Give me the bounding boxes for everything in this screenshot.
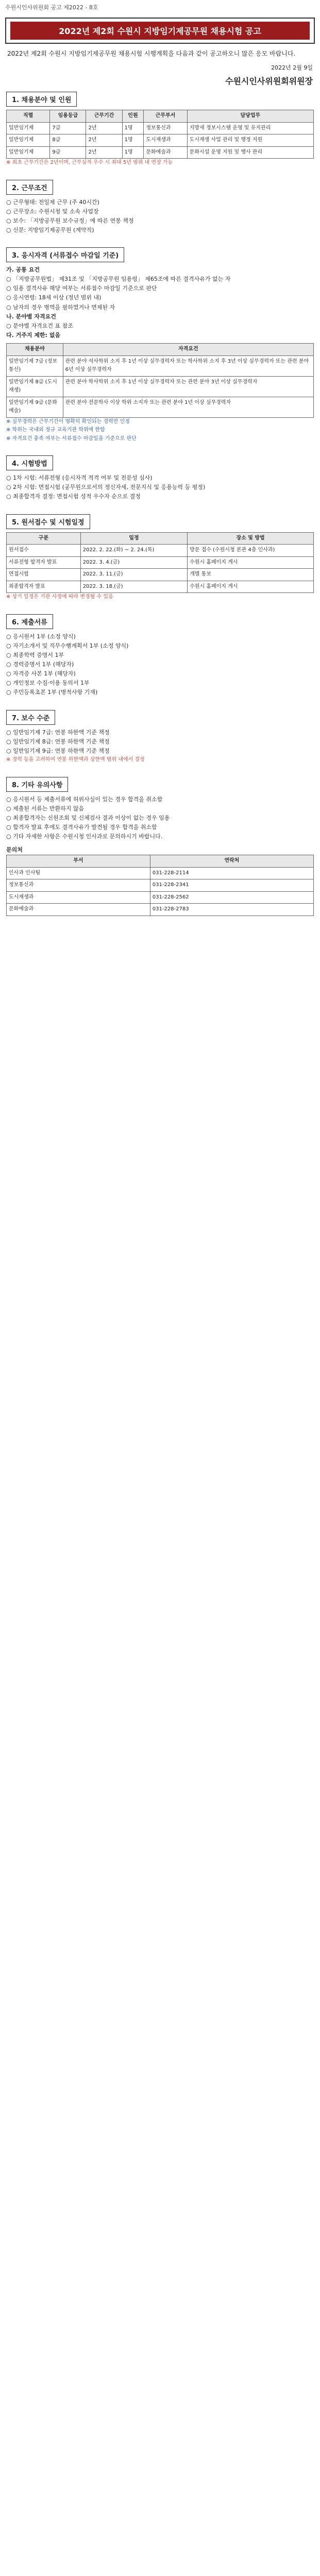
- table-cell: 인사과 인사팀: [7, 867, 150, 879]
- table-cell: 일반임기제 9급 (문화예술): [7, 397, 63, 417]
- section-recruitment: [6, 92, 314, 167]
- list-item: ※ 실무경력은 근무기간이 명확히 확인되는 경력만 인정: [6, 418, 130, 425]
- table-row: [7, 376, 314, 397]
- list-item: ○ 응시연령: 18세 이상 (정년 범위 내): [6, 294, 102, 301]
- table-cell: 방문 접수 (수원시청 본관 4층 인사과): [188, 545, 314, 557]
- table-header: 담당업무: [187, 110, 313, 123]
- list-item: ※ 자격요건 충족 여부는 서류접수 마감일을 기준으로 판단: [6, 435, 137, 442]
- table-header: 근무기간: [86, 110, 122, 123]
- list-item: ○ 자기소개서 및 직무수행계획서 1부 (소정 양식): [6, 642, 129, 649]
- list-item: ○ 일반임기제 9급: 연봉 하한액 기준 책정: [6, 747, 110, 754]
- table-header: 인원: [122, 110, 144, 123]
- table-cell: 정보통신과: [7, 879, 150, 892]
- recruitment-table: [6, 110, 314, 159]
- table-cell: 2년: [86, 122, 122, 134]
- table-header: 연락처: [150, 855, 313, 868]
- table-row: [7, 134, 314, 147]
- table-header: 채용분야: [7, 344, 63, 356]
- section-heading: 1. 채용분야 및 인원: [6, 92, 77, 107]
- list-item: ○ 개인정보 수집·이용 동의서 1부: [6, 680, 90, 687]
- list-item: ○ 응시원서 등 제출서류에 허위사실이 있는 경우 합격을 취소함: [6, 795, 163, 803]
- qualification-table: [6, 343, 314, 418]
- list-item: ※ 경력 등을 고려하여 연봉 하한액과 상한액 범위 내에서 결정: [6, 757, 145, 763]
- table-cell: 2022. 3. 18.(금): [80, 581, 187, 593]
- table-cell: 031-228-2114: [150, 867, 313, 879]
- table-cell: 031-228-2562: [150, 891, 313, 904]
- table-cell: 정보통신과: [144, 122, 187, 134]
- list-item: ○ 일반임기제 8급: 연봉 하한액 기준 책정: [6, 738, 110, 745]
- list-item: ○ 최종합격자는 신원조회 및 신체검사 결과 이상이 없는 경우 임용: [6, 814, 170, 821]
- table-cell: 2022. 2. 22.(화) ~ 2. 24.(목): [80, 545, 187, 557]
- page-title: 2022년 제2회 수원시 지방임기제공무원 채용시험 공고: [10, 22, 310, 40]
- list-item: ○ 분야별 자격요건 표 참조: [6, 322, 73, 329]
- table-cell: 일반임기제 7급 (정보통신): [7, 355, 63, 376]
- list-item: ○ 기타 자세한 사항은 수원시청 인사과로 문의하시기 바랍니다.: [6, 833, 163, 840]
- table-cell: 문화예술과: [144, 146, 187, 159]
- list-item: ○ 「지방공무원법」 제31조 및 「지방공무원 임용령」 제65조에 따른 결격사유가 없는 자: [6, 276, 231, 283]
- list-item: ○ 임용 결격사유 해당 여부는 서류접수 마감일 기준으로 판단: [6, 285, 157, 292]
- section-qualifications: [6, 247, 314, 443]
- table-note: ※ 최초 근무기간은 2년이며, 근무실적 우수 시 최대 5년 범위 내 연장 가능: [6, 160, 173, 165]
- schedule-table: [6, 532, 314, 594]
- table-row: [7, 867, 314, 879]
- list-item: ○ 자격증 사본 1부 (해당자): [6, 670, 76, 677]
- list-item: 가. 공통 요건: [6, 266, 40, 274]
- table-row: [7, 891, 314, 904]
- intro-paragraph: 2022년 제2회 수원시 지방임기제공무원 채용시험 시행계획을 다음과 같이 공고하오니 많은 응모 바랍니다.: [7, 50, 296, 57]
- table-cell: 서류전형 합격자 발표: [7, 556, 81, 569]
- table-cell: 2년: [86, 146, 122, 159]
- announcement-date: 2022년 2월 9일: [271, 64, 313, 71]
- section-heading: 2. 근무조건: [6, 180, 53, 195]
- list-item: ○ 합격자 발표 후에도 결격사유가 발견될 경우 합격을 취소함: [6, 823, 157, 831]
- table-cell: 1명: [122, 122, 144, 134]
- section-schedule: [6, 514, 314, 602]
- section-conditions: [6, 180, 314, 235]
- table-header: 일정: [80, 532, 187, 545]
- table-cell: 지방세 정보시스템 운영 및 유지관리: [187, 122, 313, 134]
- table-cell: 개별 통보: [188, 569, 314, 581]
- table-cell: 일반임기제 8급 (도시재생): [7, 376, 63, 397]
- table-cell: 수원시 홈페이지 게시: [188, 581, 314, 593]
- table-cell: 도시재생과: [7, 891, 150, 904]
- table-row: [7, 879, 314, 892]
- list-item: ○ 제출된 서류는 반환하지 않음: [6, 805, 85, 812]
- section-notes: [6, 777, 314, 916]
- list-item: ○ 2차 시험: 면접시험 (공무원으로서의 정신자세, 전문지식 및 응용능력 등 평정): [6, 484, 206, 491]
- section-documents: [6, 614, 314, 698]
- issuer-name: 수원시인사위원회위원장: [225, 76, 313, 86]
- table-row: [7, 904, 314, 916]
- table-cell: 1명: [122, 146, 144, 159]
- list-item: ○ 경력증명서 1부 (해당자): [6, 661, 74, 668]
- list-item: ○ 주민등록초본 1부 (병적사항 기재): [6, 689, 98, 696]
- list-item: ○ 일반임기제 7급: 연봉 하한액 기준 책정: [6, 728, 110, 736]
- list-item: ○ 근무장소: 수원시청 및 소속 사업장: [6, 208, 99, 215]
- table-cell: 면접시험: [7, 569, 81, 581]
- table-cell: 일반임기제: [7, 122, 50, 134]
- table-cell: 원서접수: [7, 545, 81, 557]
- list-item: ○ 보수: 「지방공무원 보수규정」에 따른 연봉 책정: [6, 217, 134, 224]
- contact-table: [6, 855, 314, 916]
- table-row: [7, 397, 314, 417]
- table-cell: 도시재생과: [144, 134, 187, 147]
- table-row: [7, 569, 314, 581]
- table-cell: 7급: [50, 122, 86, 134]
- table-row: [7, 122, 314, 134]
- list-item: ○ 최종합격자 결정: 면접시험 성적 우수자 순으로 결정: [6, 493, 141, 500]
- table-row: [7, 146, 314, 159]
- table-header: 직렬: [7, 110, 50, 123]
- section-heading: 3. 응시자격 (서류접수 마감일 기준): [6, 247, 124, 262]
- table-cell: 최종합격자 발표: [7, 581, 81, 593]
- list-item: ○ 응시원서 1부 (소정 양식): [6, 633, 76, 640]
- table-cell: 문화시설 운영 지원 및 행사 관리: [187, 146, 313, 159]
- list-item: 나. 분야별 자격요건: [6, 313, 56, 320]
- table-cell: 수원시 홈페이지 게시: [188, 556, 314, 569]
- section-salary: [6, 710, 314, 765]
- table-cell: 문화예술과: [7, 904, 150, 916]
- list-item: ※ 학위는 국내외 정규 교육기관 학위에 한함: [6, 427, 105, 433]
- table-cell: 031-228-2341: [150, 879, 313, 892]
- section-heading: 4. 시험방법: [6, 455, 53, 470]
- contact-title: 문의처: [6, 846, 23, 854]
- table-cell: 도시재생 사업 관리 및 행정 지원: [187, 134, 313, 147]
- list-item: ○ 근무형태: 전일제 근무 (주 40시간): [6, 198, 99, 206]
- table-cell: 031-228-2783: [150, 904, 313, 916]
- section-heading: 6. 제출서류: [6, 614, 53, 629]
- title-box: [5, 18, 315, 44]
- table-cell: 2022. 3. 11.(금): [80, 569, 187, 581]
- table-header: 자격요건: [63, 344, 313, 356]
- table-cell: 1명: [122, 134, 144, 147]
- section-heading: 8. 기타 유의사항: [6, 777, 68, 792]
- table-header: 임용등급: [50, 110, 86, 123]
- table-cell: 일반임기제: [7, 146, 50, 159]
- table-cell: 8급: [50, 134, 86, 147]
- table-cell: 2년: [86, 134, 122, 147]
- table-row: [7, 556, 314, 569]
- section-exam-method: [6, 455, 314, 501]
- list-item: ○ 1차 시험: 서류전형 (응시자격 적격 여부 및 전문성 심사): [6, 474, 153, 482]
- table-header: 부서: [7, 855, 150, 868]
- table-note: ※ 상기 일정은 기관 사정에 따라 변경될 수 있음: [6, 594, 113, 600]
- table-cell: 일반임기제: [7, 134, 50, 147]
- section-heading: 7. 보수 수준: [6, 710, 55, 725]
- table-cell: 2022. 3. 4.(금): [80, 556, 187, 569]
- list-item: ○ 최종학력 증명서 1부: [6, 651, 64, 658]
- table-cell: 관련 분야 전문학사 이상 학위 소지자 또는 관련 분야 1년 이상 실무경력자: [63, 397, 313, 417]
- list-item: ○ 신분: 지방임기제공무원 (계약직): [6, 226, 94, 233]
- table-cell: 관련 분야 석사학위 소지 후 1년 이상 실무경력자 또는 학사학위 소지 후 3년 이상 실무경력자 또는 관련 분야 6년 이상 실무경력자: [63, 355, 313, 376]
- table-header: 근무부서: [144, 110, 187, 123]
- table-row: [7, 355, 314, 376]
- section-heading: 5. 원서접수 및 시험일정: [6, 514, 90, 529]
- table-row: [7, 581, 314, 593]
- list-item: 다. 거주지 제한: 없음: [6, 332, 61, 339]
- notice-number: 수원시인사위원회 공고 제2022 - 8호: [5, 4, 98, 11]
- table-row: [7, 545, 314, 557]
- list-item: ○ 남자의 경우 병역을 필하였거나 면제된 자: [6, 303, 115, 311]
- table-cell: 9급: [50, 146, 86, 159]
- table-header: 장소 및 방법: [188, 532, 314, 545]
- table-header: 구분: [7, 532, 81, 545]
- table-cell: 관련 분야 학사학위 소지 후 1년 이상 실무경력자 또는 관련 분야 3년 이상 실무경력자: [63, 376, 313, 397]
